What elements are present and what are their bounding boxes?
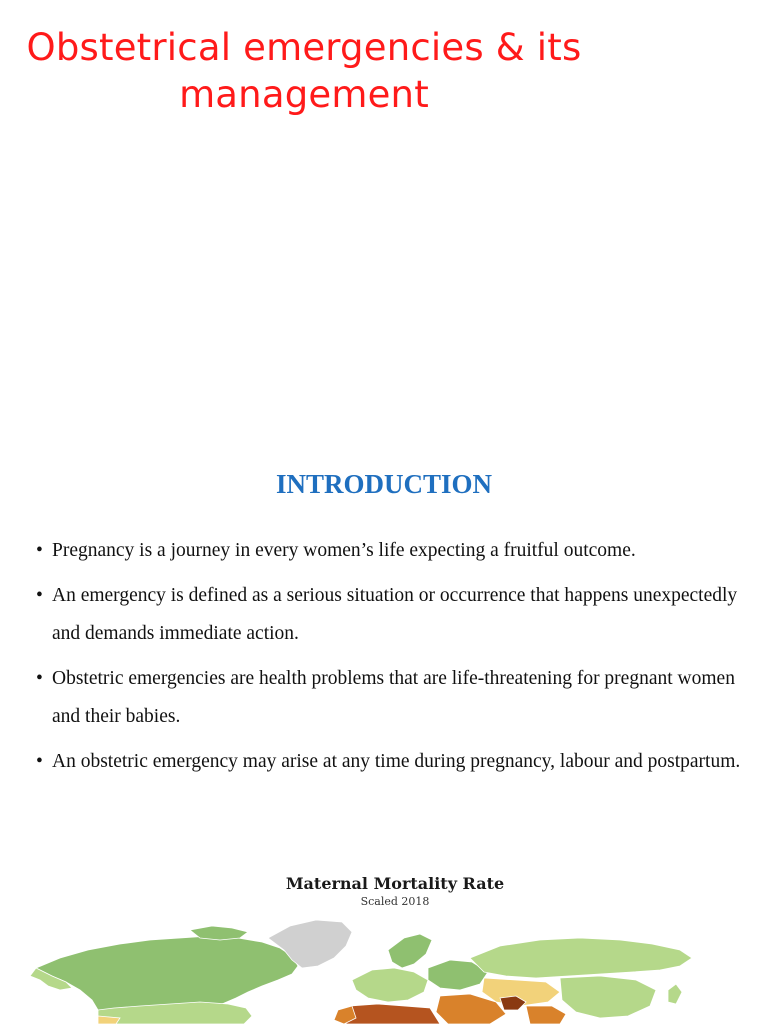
map-region-japan [668,984,682,1004]
bullet-item [28,660,756,736]
map-region-russia [470,938,692,978]
map-region-western-europe [352,968,428,1002]
map-region-scandinavia [388,934,432,968]
introduction-heading: INTRODUCTION [275,469,493,499]
bullet-icon: • [36,585,43,606]
slide-title: Obstetrical emergencies & its management [26,26,582,116]
bullet-item [28,743,756,781]
introduction-slide [0,440,768,860]
map-subtitle: Scaled 2018 [360,895,430,908]
map-region-north-africa [346,1004,440,1024]
bullet-text: An obstetric emergency may arise at any time during pregnancy, labour and postpartum. [52,751,741,772]
map-title: Maternal Mortality Rate [285,874,505,893]
map-region-china [560,976,656,1018]
bullet-item [28,577,756,653]
bullet-icon: • [36,540,43,561]
bullet-icon: • [36,751,43,772]
bullet-list [28,532,756,788]
map-slide [0,860,768,1024]
title-slide [0,0,768,440]
bullet-icon: • [36,668,43,689]
map-region-south-asia [526,1006,566,1024]
bullet-item [28,532,756,570]
bullet-text: Obstetric emergencies are health problems that are life-threatening for pregnant women and their babies. [52,668,735,727]
world-map [0,910,768,1024]
bullet-text: An emergency is defined as a serious situation or occurrence that happens unexpectedly and demands immediate action. [52,585,738,644]
bullet-text: Pregnancy is a journey in every women’s life expecting a fruitful outcome. [52,540,636,561]
